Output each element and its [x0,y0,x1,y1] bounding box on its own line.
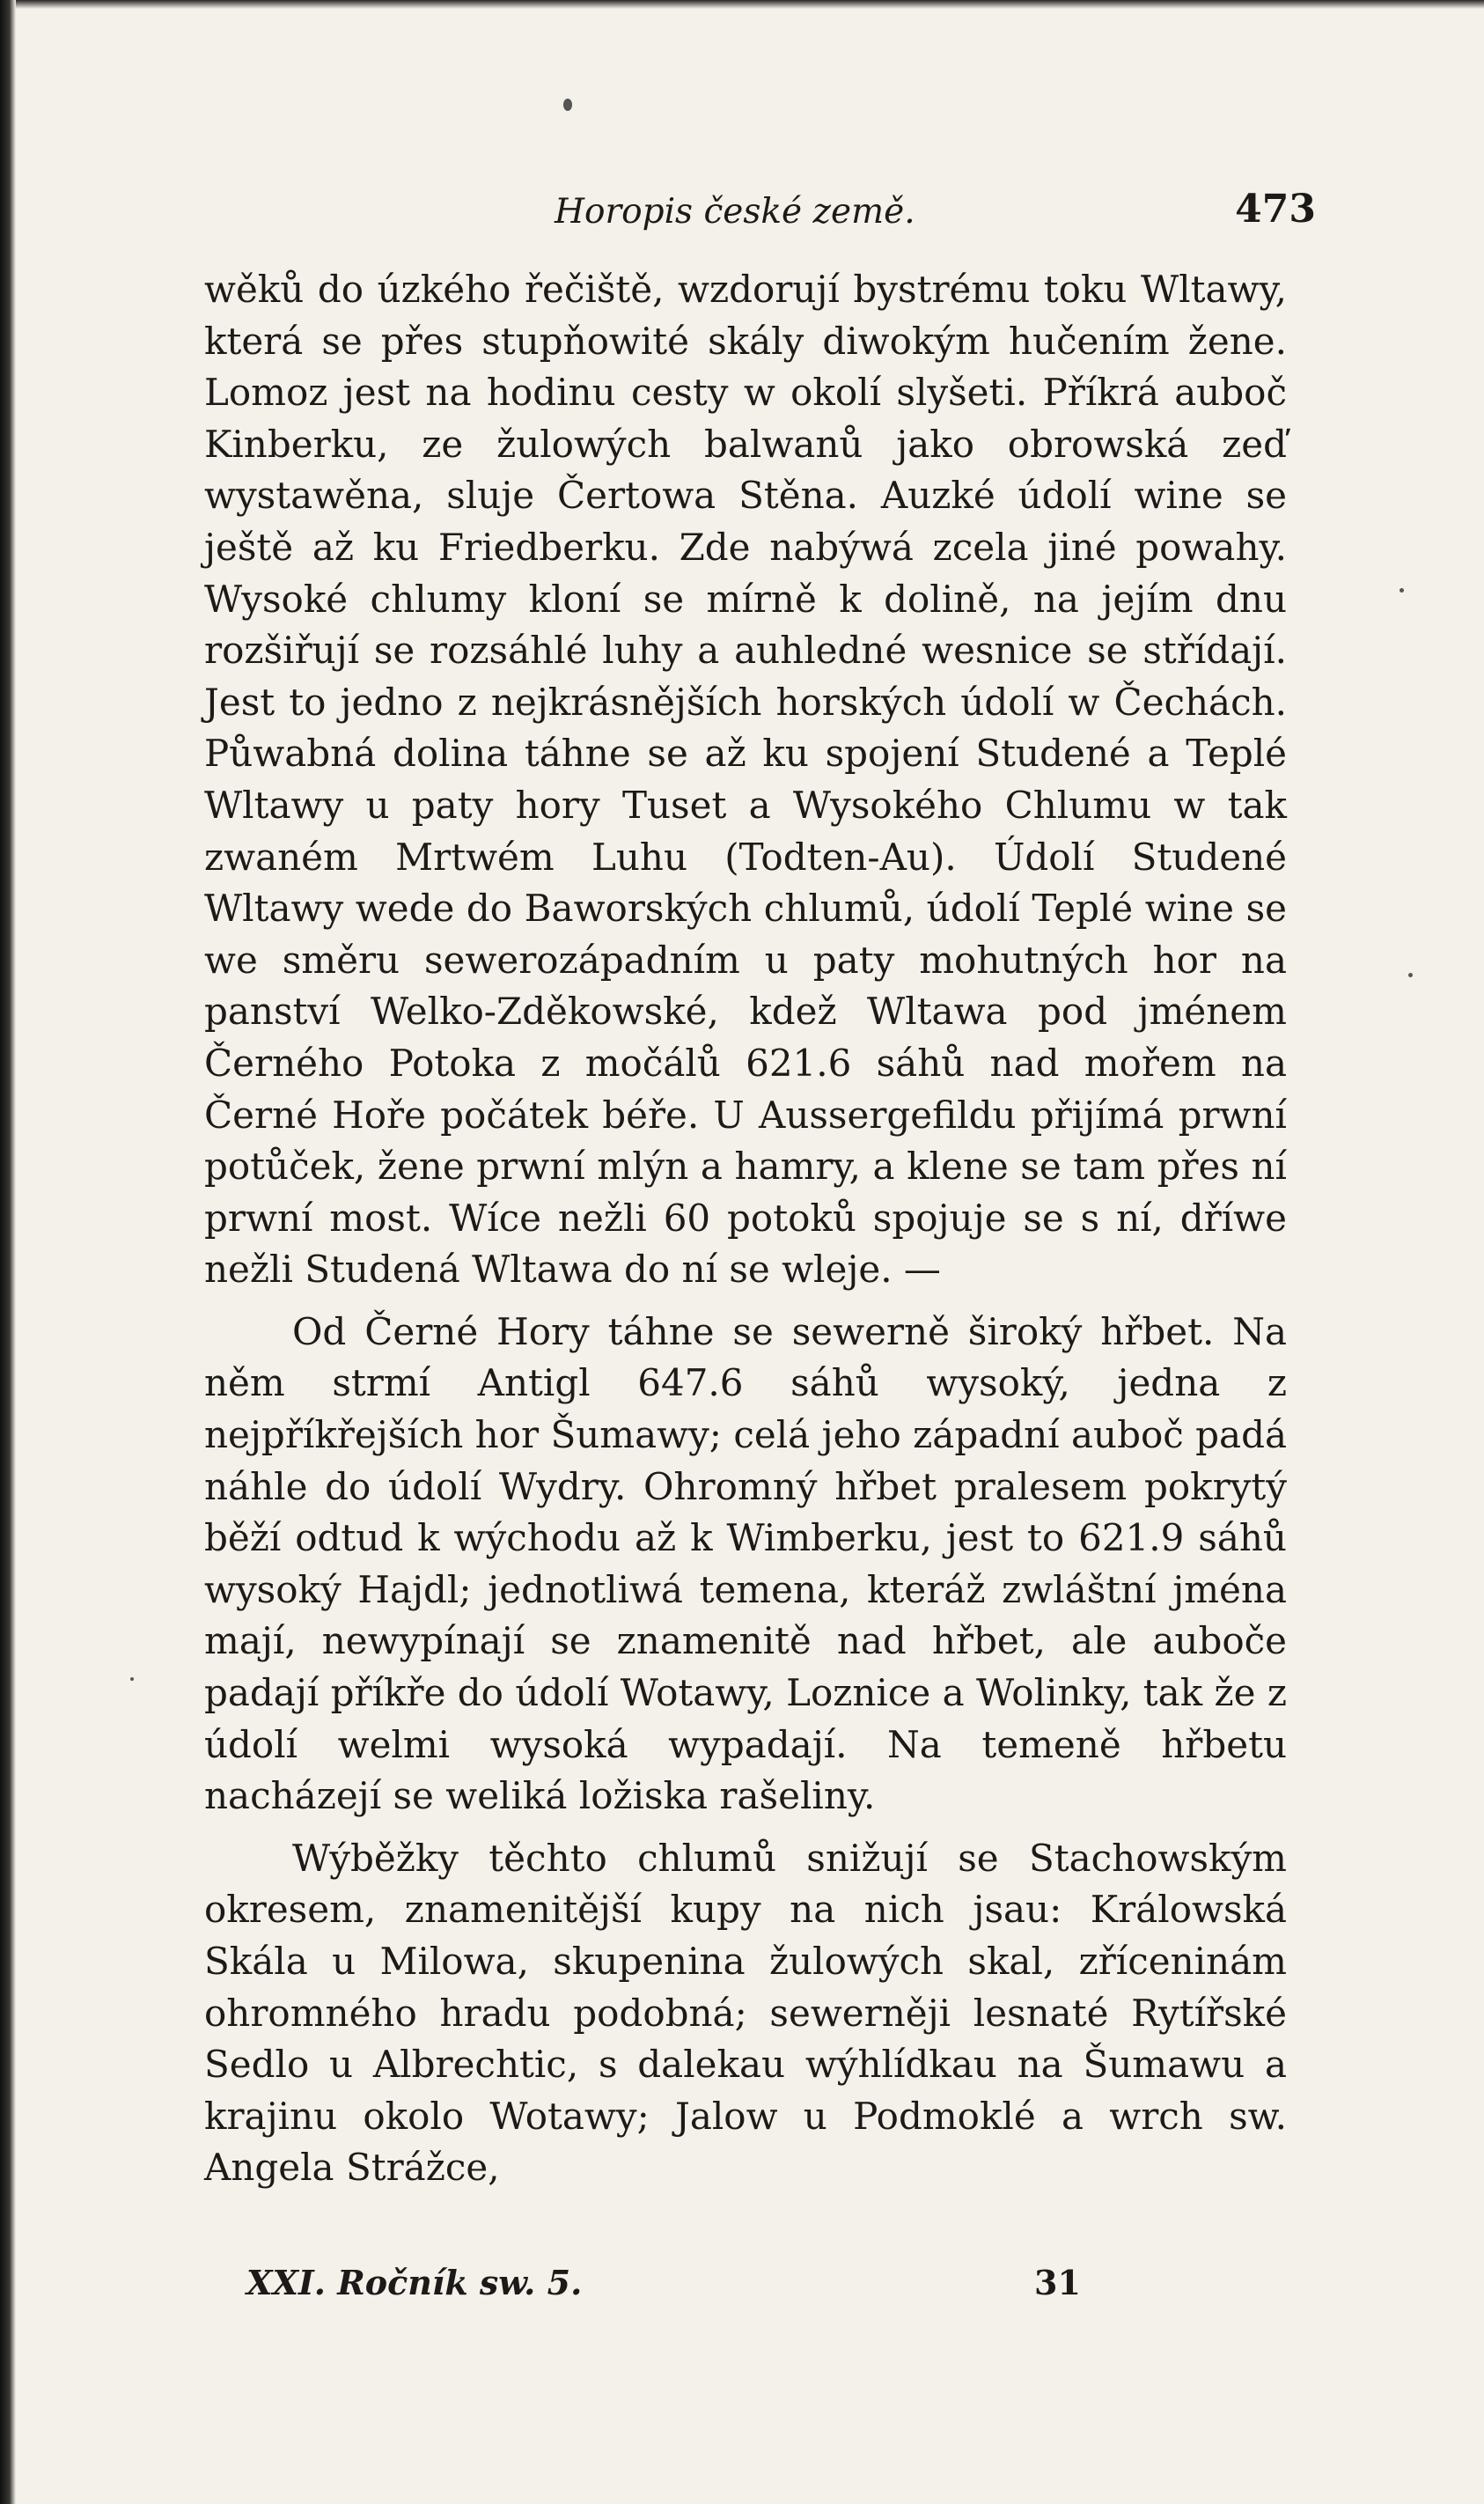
paragraph-2: Od Černé Hory táhne se sewerně široký hřbet. Na něm strmí Antigl 647.6 sáhů wysoký, jedna z nejpříkřejších hor Šumawy; celá jeho západní auboč padá náhle do údolí Wydry. Ohromný hřbet pralesem pokrytý běží odtud k wýchodu až k Wimberku, jest to 621.9 sáhů wysoký Hajdl; jednotliwá temena, kteráž zwláštní jména mají, newypínají se znamenitě nad hřbet, ale auboče padají příkře do údolí Wotawy, Loznice a Wolinky, tak že z údolí welmi wysoká wypadají. Na temeně hřbetu nacházejí se weliká ložiska rašeliny. [204,1309,1287,1818]
page-edge-top [0,0,1484,9]
text-body [204,264,1287,2194]
page-edge-left [0,0,16,2504]
running-title: Horopis české země. [555,192,915,232]
paper-speck [1400,588,1404,593]
page-header [207,187,1316,239]
paper-speck [1408,973,1413,977]
paper-speck [130,1677,134,1681]
sheet-folio: 31 [1034,2263,1081,2302]
paragraph-1: wěků do úzkého řečiště, wzdorují bystrému toku Wltawy, která se přes stupňowité skály diwokým hučením žene. Lomoz jest na hodinu cesty w okolí slyšeti. Příkrá auboč Kinberku, ze žulowých balwanů jako obrowská zeď wystawěna, sluje Čertowa Stěna. Auzké údolí wine se ještě až ku Friedberku. Zde nabýwá zcela jiné powahy. Wysoké chlumy kloní se mírně k dolině, na jejím dnu rozšiřují se rozsáhlé luhy a auhledné wesnice se střídají. Jest to jedno z nejkrásnějších horských údolí w Čechách. Půwabná dolina táhne se až ku spojení Studené a Teplé Wltawy u paty hory Tuset a Wysokého Chlumu w tak zwaném Mrtwém Luhu (Todten-Au). Údolí Studené Wltawy wede do Baworských chlumů, údolí Teplé wine se we směru sewerozápadním u paty mohutných hor na panství Welko-Zděkowské, kdež Wltawa pod jménem Černého Potoka z močálů 621.6 sáhů nad mořem na Černé Hoře počátek béře. U Aussergefildu přijímá prwní potůček, žene prwní mlýn a hamry, a klene se tam přes ní prwní most. Wíce nežli 60 potoků spojuje se s ní, dříwe nežli Studená Wltawa do ní se wleje. — [204,268,1287,1292]
printer-signature: XXI. Ročník sw. 5. [246,2263,583,2302]
page-footer [246,2263,1091,2307]
page-number: 473 [1235,187,1316,232]
paper-speck [563,99,572,111]
paragraph-3: Wýběžky těchto chlumů snižují se Stachowským okresem, znamenitější kupy na nich jsau: Králowská Skála u Milowa, skupenina žulowých skal, zříceninám ohromného hradu podobná; sewerněji lesnaté Rytířské Sedlo u Albrechtic, s dalekau wýhlídkau na Šumawu a krajinu okolo Wotawy; Jalow u Podmoklé a wrch sw. Angela Strážce, [204,1836,1287,2190]
